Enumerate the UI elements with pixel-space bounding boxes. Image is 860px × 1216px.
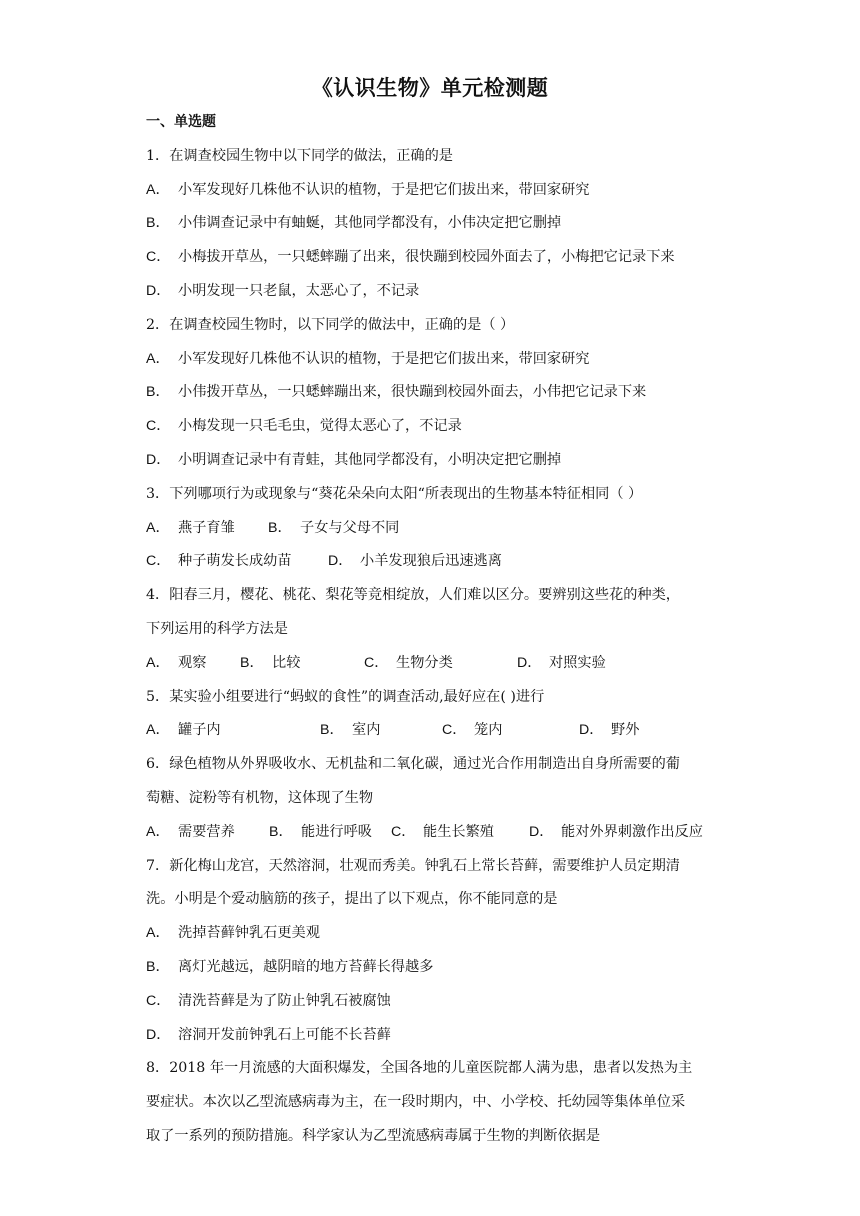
answer-option xyxy=(146,545,328,579)
option-text: 燕子育雏 xyxy=(178,519,235,536)
answer-option xyxy=(146,343,726,377)
option-label: A． xyxy=(146,654,170,671)
answer-option xyxy=(146,647,240,681)
question-stem: 取了一系列的预防措施。科学家认为乙型流感病毒属于生物的判断依据是 xyxy=(146,1127,601,1144)
answer-option xyxy=(146,444,726,478)
option-label: B． xyxy=(268,519,292,536)
answer-option xyxy=(579,714,691,748)
answer-option xyxy=(517,647,659,681)
question-stem: 6．绿色植物从外界吸收水、无机盐和二氧化碳，通过光合作用制造出自身所需要的葡 xyxy=(146,756,680,773)
option-label: D． xyxy=(146,1026,171,1043)
option-label: A． xyxy=(146,823,170,840)
answer-option xyxy=(442,714,579,748)
option-label: B． xyxy=(240,654,264,671)
question-stem: 要症状。本次以乙型流感病毒为主，在一段时期内，中、小学校、托幼园等集体单位采 xyxy=(146,1094,686,1111)
question-stem: 4．阳春三月，樱花、桃花、梨花等竞相绽放，人们难以区分。要辨别这些花的种类， xyxy=(146,587,680,604)
option-text: 小伟拨开草丛，一只蟋蟀蹦出来，很快蹦到校园外面去，小伟把它记录下来 xyxy=(178,384,647,401)
answer-option xyxy=(268,512,450,546)
option-text: 室内 xyxy=(352,722,381,739)
option-text: 小伟调查记录中有蚰蜒，其他同学都没有，小伟决定把它删掉 xyxy=(178,215,562,232)
option-text: 小军发现好几株他不认识的植物，于是把它们拔出来，带回家研究 xyxy=(178,181,590,198)
option-label: C． xyxy=(146,553,171,570)
option-text: 需要营养 xyxy=(178,823,235,840)
question-stem: 7．新化梅山龙宫，天然溶洞，壮观而秀美。钟乳石上常长苔藓，需要维护人员定期清 xyxy=(146,857,680,874)
option-text: 洗掉苔藓钟乳石更美观 xyxy=(178,925,320,942)
answer-option xyxy=(328,545,550,579)
page-title: 《认识生物》单元检测题 xyxy=(311,76,549,100)
option-label: D． xyxy=(579,722,604,739)
option-text: 能进行呼吸 xyxy=(301,823,372,840)
option-label: A． xyxy=(146,925,170,942)
answer-option xyxy=(146,714,320,748)
option-label: A． xyxy=(146,722,170,739)
section-heading: 一、单选题 xyxy=(146,114,216,130)
answer-option xyxy=(146,174,726,208)
option-text: 比较 xyxy=(272,654,301,671)
option-label: D． xyxy=(328,553,353,570)
answer-option xyxy=(240,647,364,681)
answer-option xyxy=(146,816,269,850)
answer-option xyxy=(146,512,268,546)
option-label: D． xyxy=(529,823,554,840)
option-text: 野外 xyxy=(611,722,640,739)
answer-option xyxy=(146,241,726,275)
answer-option-row xyxy=(146,512,726,546)
question-stem: 2．在调查校园生物时，以下同学的做法中，正确的是（ ） xyxy=(146,316,515,333)
option-text: 小梅发现一只毛毛虫，觉得太恶心了，不记录 xyxy=(178,418,462,435)
answer-option xyxy=(146,410,726,444)
question-stem: 3．下列哪项行为或现象与“葵花朵朵向太阳“所表现出的生物基本特征相同（ ） xyxy=(146,485,643,502)
answer-option xyxy=(146,985,726,1019)
option-label: C． xyxy=(146,249,171,266)
option-label: A． xyxy=(146,181,170,198)
option-label: A． xyxy=(146,350,170,367)
question-list xyxy=(146,106,726,1154)
option-label: C． xyxy=(146,418,171,435)
option-text: 笼内 xyxy=(474,722,503,739)
option-text: 离灯光越远，越阴暗的地方苔藓长得越多 xyxy=(178,958,434,975)
option-text: 种子萌发长成幼苗 xyxy=(178,553,292,570)
question-stem: 下列运用的科学方法是 xyxy=(146,620,288,637)
option-text: 生物分类 xyxy=(396,654,453,671)
option-text: 对照实验 xyxy=(549,654,606,671)
option-text: 小明调查记录中有青蛙，其他同学都没有，小明决定把它删掉 xyxy=(178,451,562,468)
option-text: 小军发现好几株他不认识的植物，于是把它们拔出来，带回家研究 xyxy=(178,350,590,367)
answer-option xyxy=(364,647,517,681)
question-stem: 8．2018 年一月流感的大面积爆发，全国各地的儿童医院都人满为患，患者以发热为主 xyxy=(146,1060,693,1077)
answer-option-row xyxy=(146,816,726,850)
option-label: B． xyxy=(269,823,293,840)
question-stem: 萄糖、淀粉等有机物，这体现了生物 xyxy=(146,789,374,806)
option-label: D． xyxy=(146,451,171,468)
answer-option xyxy=(146,951,726,985)
answer-option xyxy=(269,816,391,850)
option-text: 观察 xyxy=(178,654,207,671)
option-text: 小羊发现狼后迅速逃离 xyxy=(360,553,502,570)
option-label: B． xyxy=(146,384,170,401)
option-label: C． xyxy=(391,823,416,840)
answer-option xyxy=(146,275,726,309)
answer-option xyxy=(146,1019,726,1053)
answer-option-row xyxy=(146,647,726,681)
option-text: 能对外界刺激作出反应 xyxy=(561,823,703,840)
option-text: 能生长繁殖 xyxy=(423,823,494,840)
option-label: D． xyxy=(517,654,542,671)
question-stem: 洗。小明是个爱动脑筋的孩子，提出了以下观点，你不能同意的是 xyxy=(146,891,558,908)
answer-option xyxy=(146,376,726,410)
answer-option-row xyxy=(146,714,726,748)
answer-option xyxy=(146,207,726,241)
question-stem: 5．某实验小组要进行“蚂蚁的食性”的调查活动,最好应在( )进行 xyxy=(146,688,545,705)
option-text: 小明发现一只老鼠，太恶心了，不记录 xyxy=(178,282,420,299)
option-label: A． xyxy=(146,519,170,536)
option-text: 子女与父母不同 xyxy=(300,519,400,536)
option-label: D． xyxy=(146,282,171,299)
option-label: C． xyxy=(442,722,467,739)
option-label: C． xyxy=(146,992,171,1009)
answer-option xyxy=(529,816,741,850)
option-label: C． xyxy=(364,654,389,671)
option-text: 小梅拔开草丛，一只蟋蟀蹦了出来，很快蹦到校园外面去了，小梅把它记录下来 xyxy=(178,249,675,266)
question-stem: 1．在调查校园生物中以下同学的做法，正确的是 xyxy=(146,147,453,164)
answer-option xyxy=(320,714,442,748)
answer-option-row xyxy=(146,545,726,579)
answer-option xyxy=(146,917,726,951)
answer-option xyxy=(391,816,529,850)
option-label: B． xyxy=(320,722,344,739)
option-text: 清洗苔藓是为了防止钟乳石被腐蚀 xyxy=(178,992,391,1009)
option-text: 溶洞开发前钟乳石上可能不长苔藓 xyxy=(178,1026,391,1043)
option-label: B． xyxy=(146,215,170,232)
option-label: B． xyxy=(146,958,170,975)
option-text: 罐子内 xyxy=(178,722,221,739)
